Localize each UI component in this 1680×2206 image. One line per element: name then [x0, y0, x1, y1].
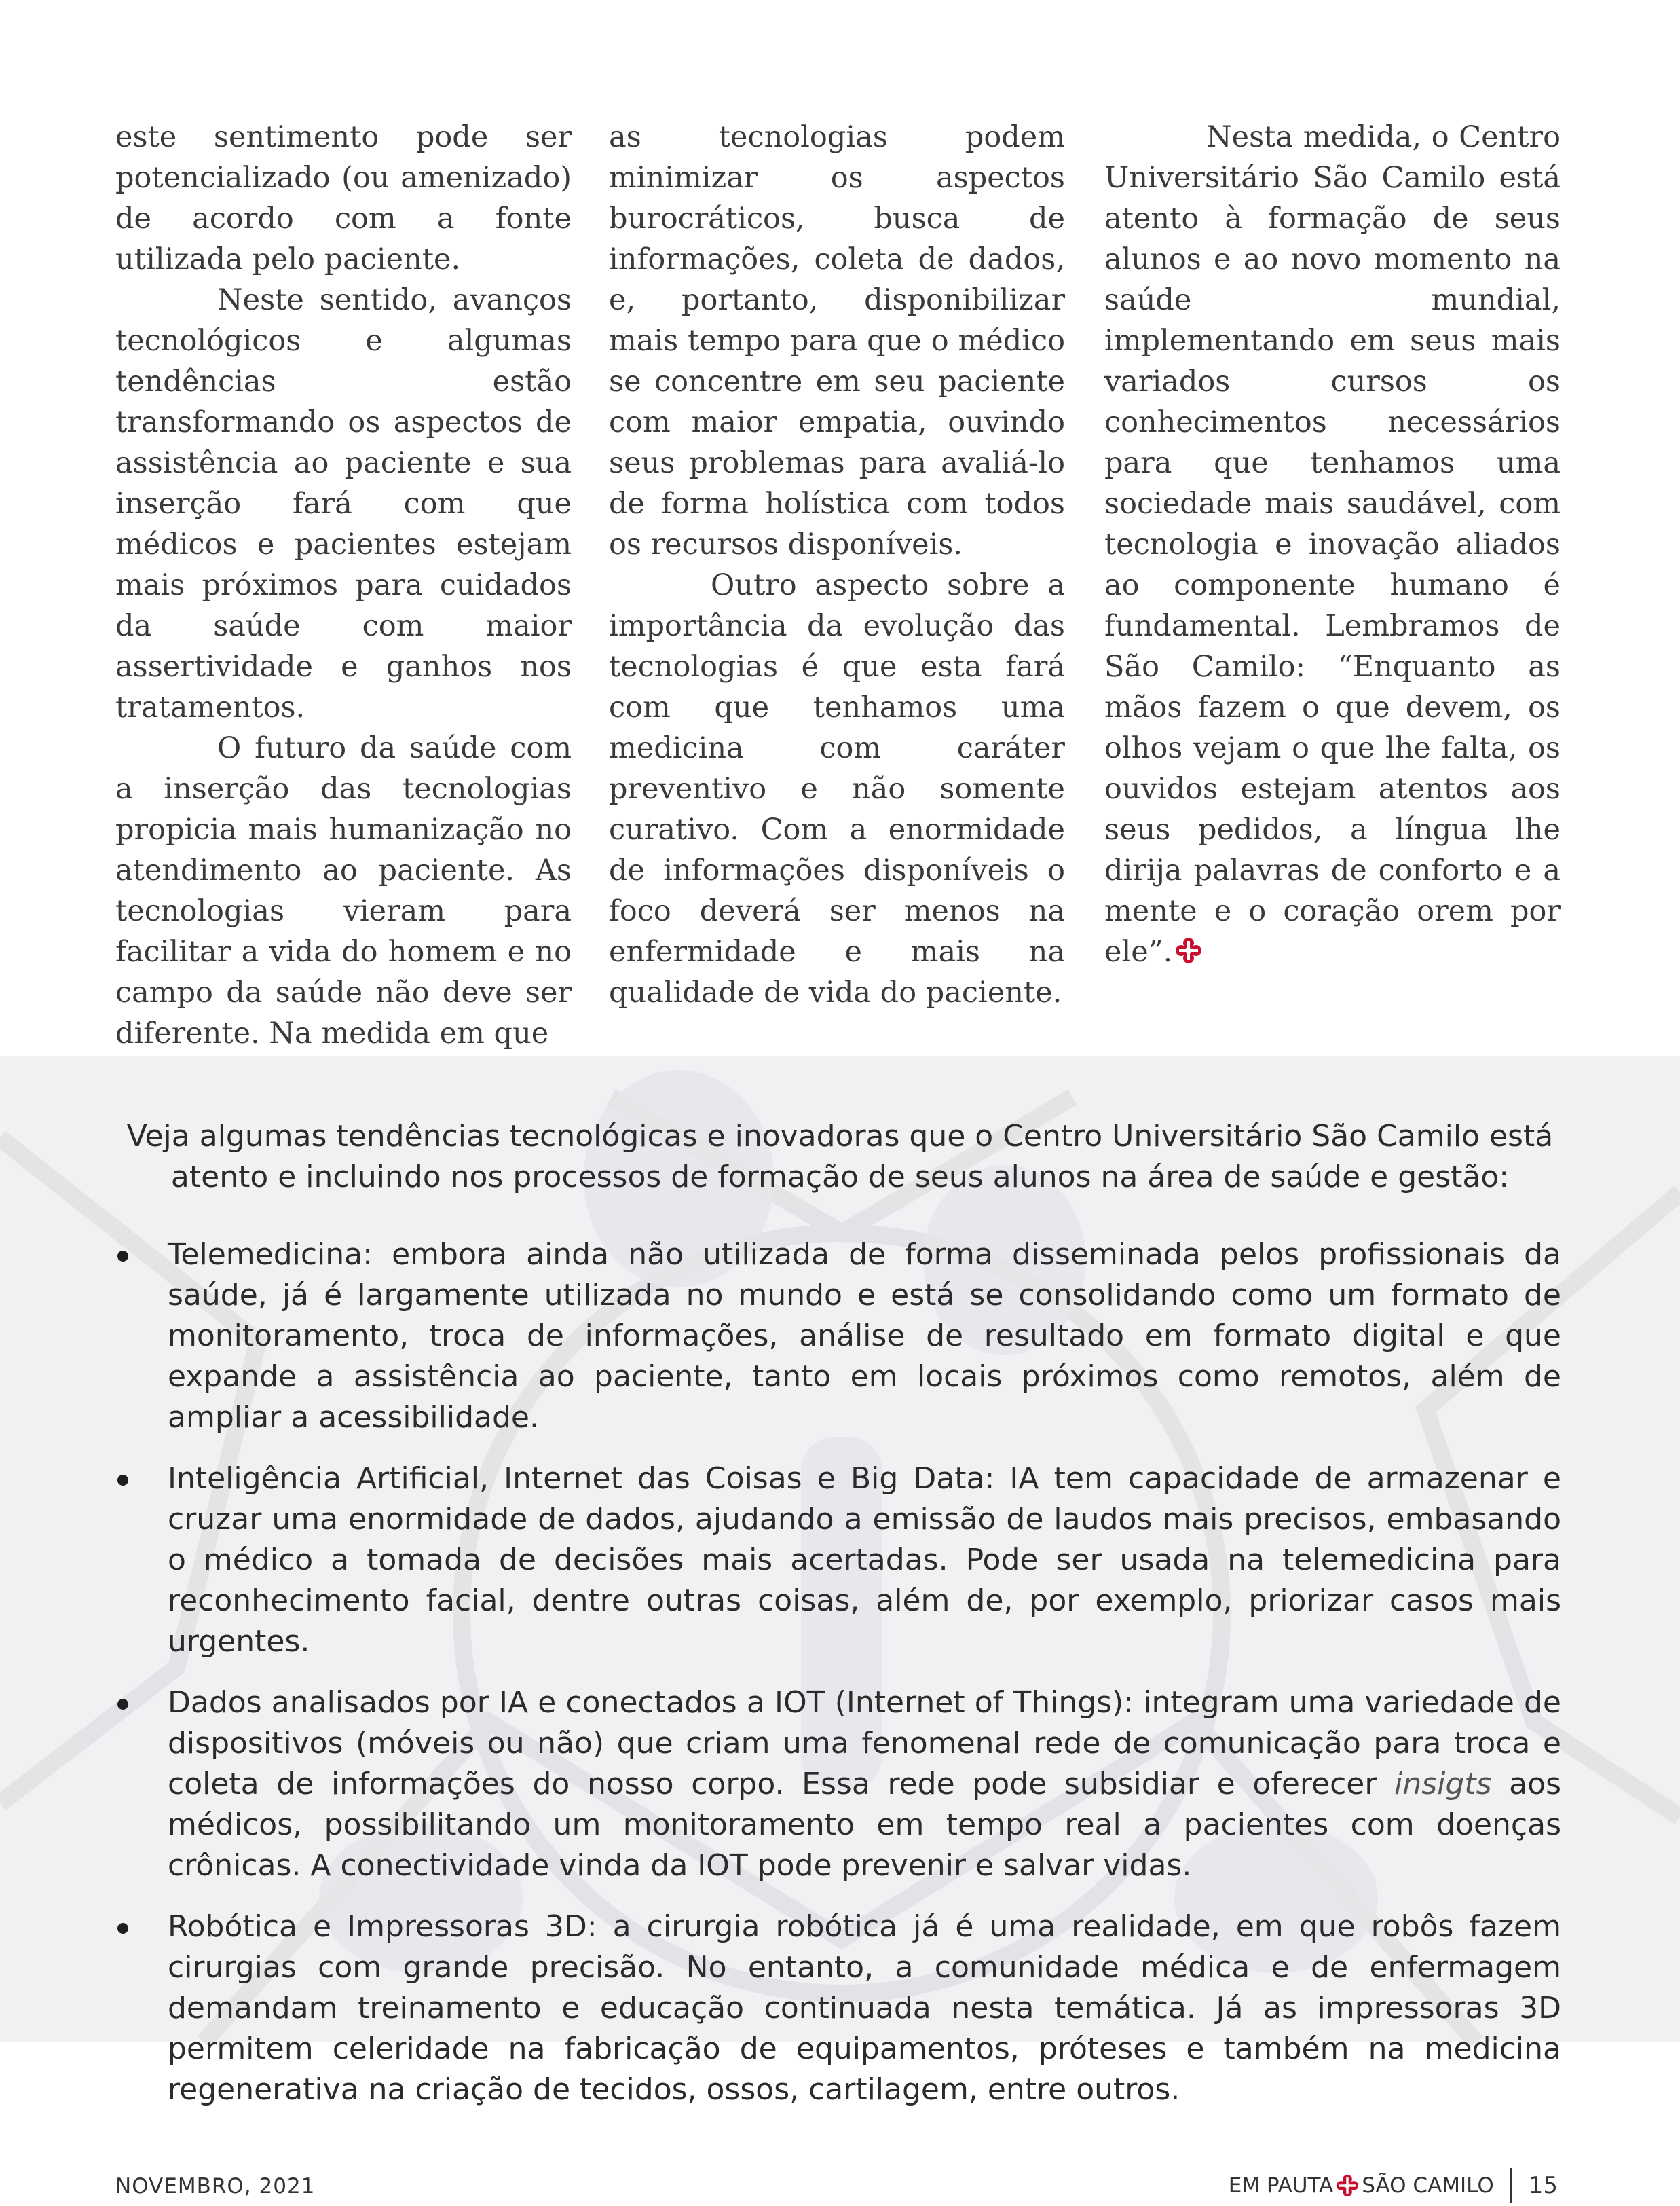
trends-list: [112, 1234, 1561, 2131]
bullet-icon: [117, 1475, 128, 1486]
list-item-text: Inteligência Artificial, Internet das Coisas e Big Data: IA tem capacidade de armazenar e cruzar uma enormidade de dados, ajudando a emissão de laudos mais precisos, embasando o médico a tomada de decisões mais acertadas. Pode ser usada na telemedicina para reconhecimento facial, dentre outras coisas, além de, por exemplo, priorizar casos mais urgentes.: [168, 1461, 1561, 1659]
list-item-text: [168, 1685, 1561, 1883]
red-cross-icon: [1336, 2174, 1359, 2197]
highlight-box: [0, 1056, 1680, 2107]
list-item: [112, 1683, 1561, 1886]
magazine-name-right: SÃO CAMILO: [1362, 2173, 1494, 2198]
list-item-text-part: aos médicos, possibilitando um monitoramento em tempo real a pacientes com doenças crônicas. A conectividade vinda da IOT pode prevenir e salvar vidas.: [168, 1767, 1561, 1883]
paragraph: as tecnologias podem minimizar os aspectos burocráticos, busca de informações, coleta de dados, e, portanto, disponibilizar mais tempo para que o médico se concentre em seu paciente com maior empatia, ouvindo seus problemas para avaliá-lo de forma holística com todos os recursos disponíveis.: [609, 120, 1065, 562]
list-item: [112, 1907, 1561, 2110]
paragraph: Neste sentido, avanços tecnológicos e algumas tendências estão transformando os aspectos de assistência ao paciente e sua inserção fará com que médicos e pacientes estejam mais próximos para cuidados da saúde com maior assertividade e ganhos nos tratamentos.: [115, 283, 572, 724]
paragraph: Outro aspecto sobre a importância da evolução das tecnologias é que esta fará com que tenhamos uma medicina com caráter preventivo e não somente curativo. Com a enormidade de informações disponíveis o foco deverá ser menos na enfermidade e mais na qualidade de vida do paciente.: [609, 568, 1065, 1010]
list-item: [112, 1458, 1561, 1662]
paragraph-text: Nesta medida, o Centro Universitário São Camilo está atento à formação de seus alunos e ao novo momento na saúde mundial, implementando em seus mais variados cursos os conhecimentos necessários para que tenhamos uma sociedade mais saudável, com tecnologia e inovação aliados ao componente humano é fundamental. Lembramos de São Camilo: “Enquanto as mãos fazem o que devem, os olhos vejam o que lhe falta, os ouvidos estejam atentos aos seus pedidos, a língua lhe dirija palavras de conforto e a mente e o coração orem por ele”.: [1104, 120, 1561, 969]
list-item: [112, 1234, 1561, 1438]
footer-date: NOVEMBRO, 2021: [115, 2174, 316, 2199]
text-column-1: [115, 117, 572, 1054]
text-column-3: [1104, 117, 1561, 972]
list-item-text: Telemedicina: embora ainda não utilizada de forma disseminada pelos profissionais da saúde, já é largamente utilizada no mundo e está se consolidando como um formato de monitoramento, troca de informações, análise de resultado em formato digital e que expande a assistência ao paciente, tanto em locais próximos como remotos, além de ampliar a acessibilidade.: [168, 1237, 1561, 1435]
footer-magazine: [1229, 2169, 1558, 2203]
box-intro: Veja algumas tendências tecnológicas e inovadoras que o Centro Universitário São Camilo está atento e incluindo nos processos de formação de seus alunos na área de saúde e gestão:: [126, 1119, 1554, 1194]
text-column-2: [609, 117, 1065, 1013]
magazine-name-left: EM PAUTA: [1228, 2173, 1334, 2198]
page-number: 15: [1528, 2172, 1558, 2199]
bullet-icon: [117, 1923, 128, 1934]
list-item-text-part: Dados analisados por IA e conectados a IOT (Internet of Things): integram uma variedade de dispositivos (móveis ou não) que criam uma fenomenal rede de comunicação para troca e coleta de informações do nosso corpo. Essa rede pode subsidiar e oferecer: [168, 1685, 1561, 1801]
italic-term: insigts: [1394, 1767, 1492, 1801]
red-cross-icon: [1175, 937, 1202, 964]
bullet-icon: [117, 1699, 128, 1710]
bullet-icon: [117, 1251, 128, 1262]
paragraph: O futuro da saúde com a inserção das tecnologias propicia mais humanização no atendimento ao paciente. As tecnologias vieram para facilitar a vida do homem e no campo da saúde não deve ser diferente. Na medida em que: [115, 731, 572, 1050]
footer-divider: [1510, 2168, 1512, 2203]
list-item-text: Robótica e Impressoras 3D: a cirurgia robótica já é uma realidade, em que robôs fazem cirurgias com grande precisão. No entanto, a comunidade médica e de enfermagem demandam treinamento e educação continuada nesta temática. Já as impressoras 3D permitem celeridade na fabricação de equipamentos, próteses e também na medicina regenerativa na criação de tecidos, ossos, cartilagem, entre outros.: [168, 1909, 1561, 2107]
paragraph: [1104, 117, 1561, 972]
paragraph: este sentimento pode ser potencializado (ou amenizado) de acordo com a fonte utilizada pelo paciente.: [115, 120, 572, 276]
